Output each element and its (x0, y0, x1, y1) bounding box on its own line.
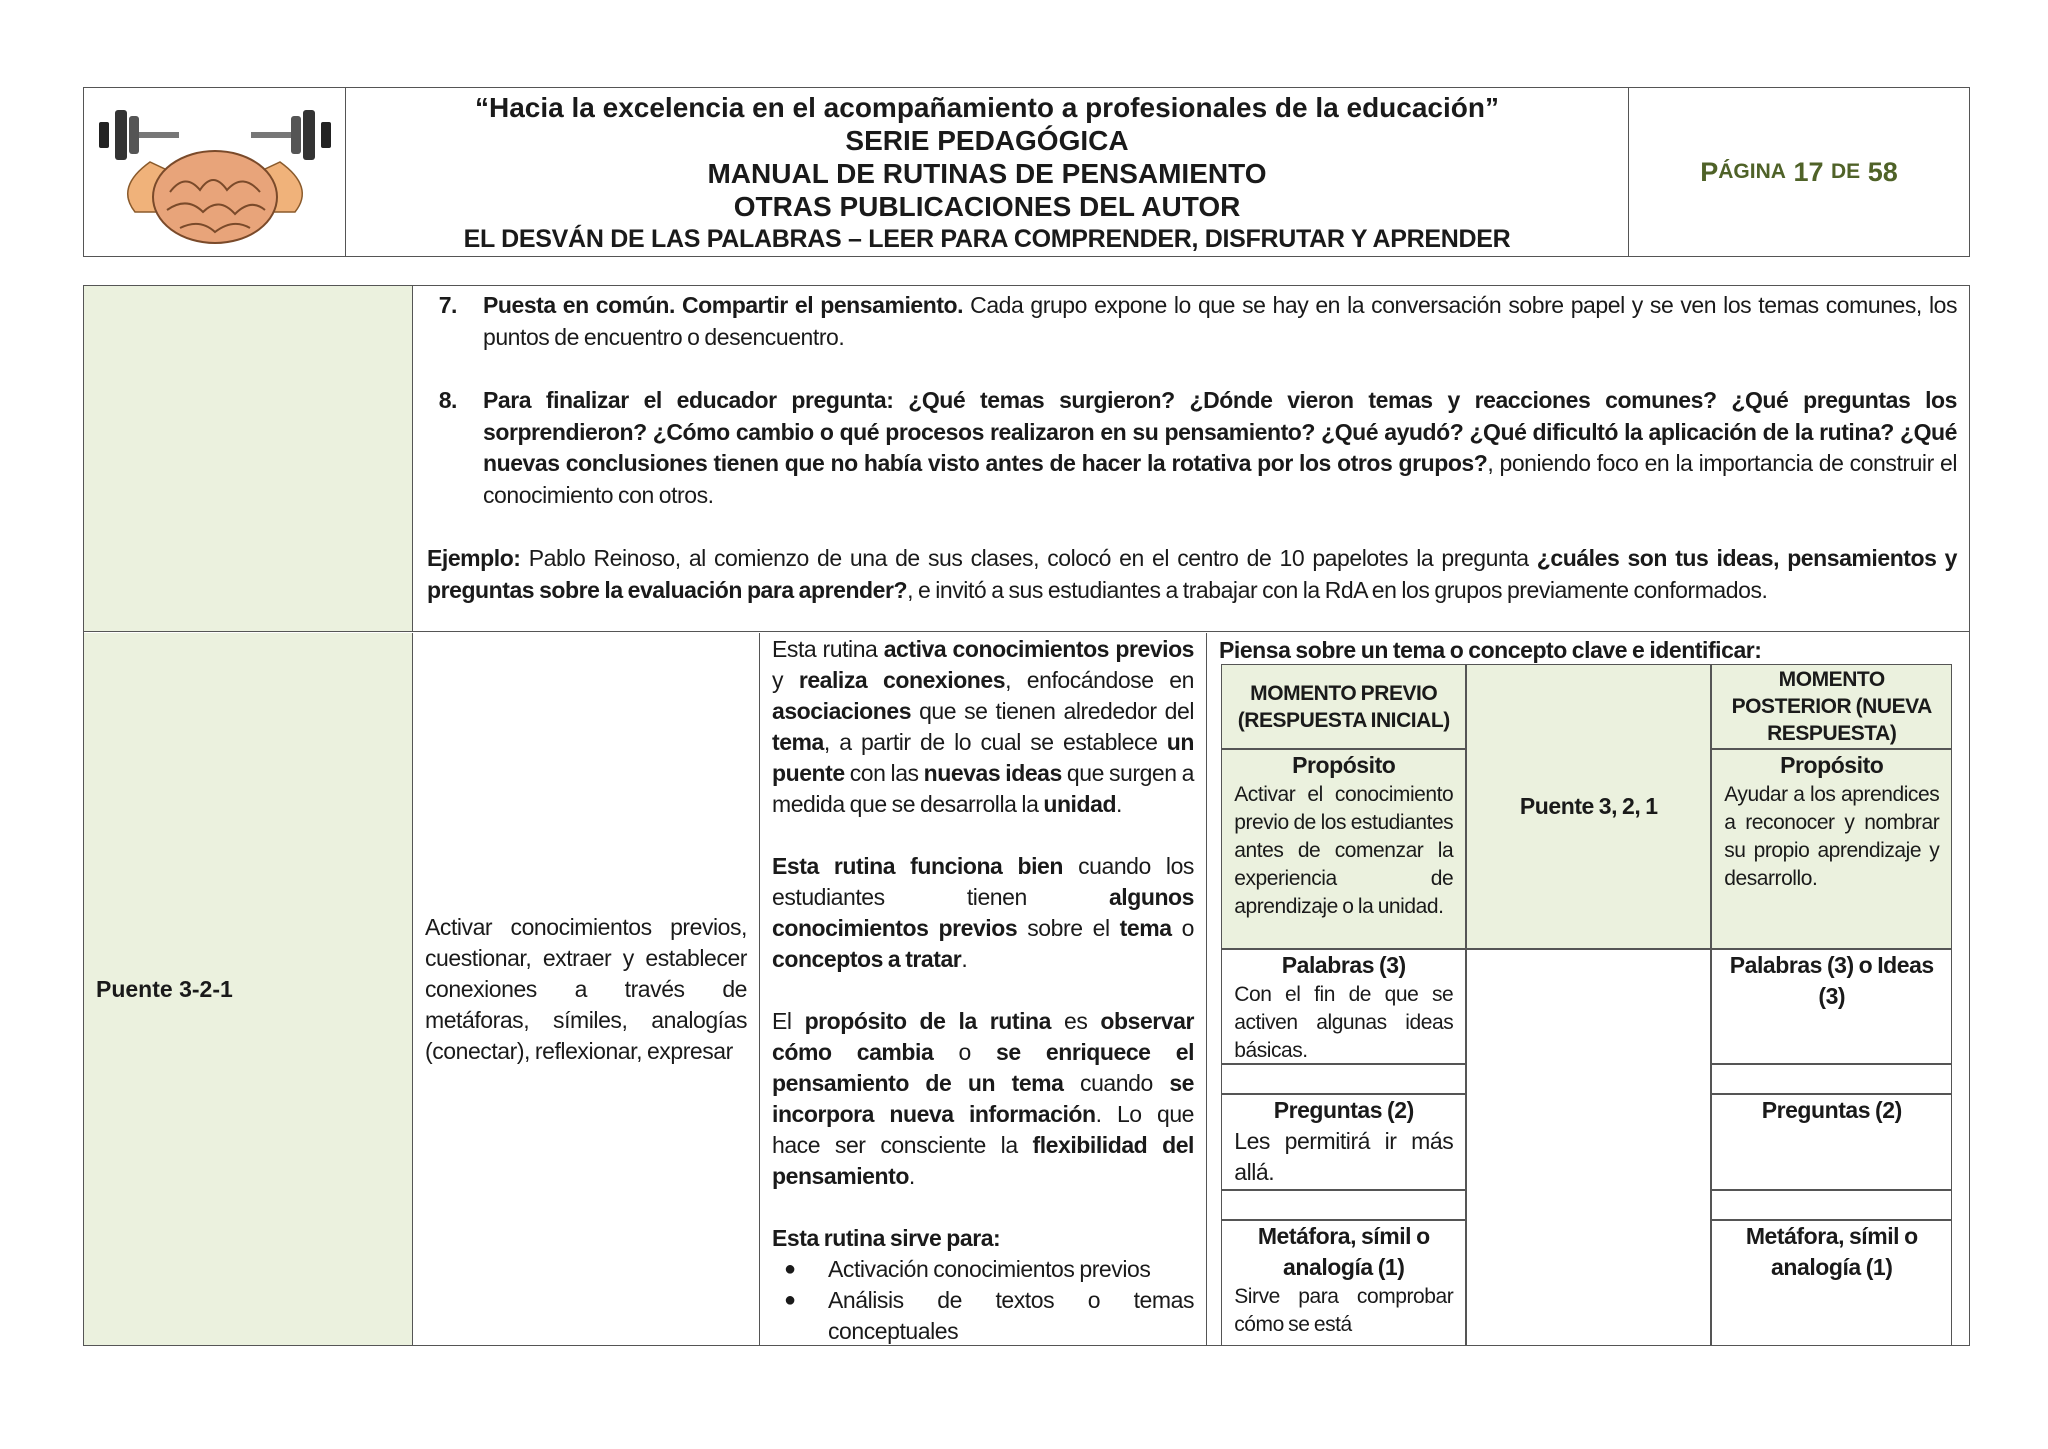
page-label-initial: P (1700, 156, 1719, 187)
spacer-cell (1711, 1190, 1952, 1220)
brain-logo (84, 88, 346, 256)
header-manual-title: MANUAL DE RUTINAS DE PENSAMIENTO (707, 157, 1267, 189)
spacer-cell (1711, 1064, 1952, 1094)
routine-name-cell (84, 286, 413, 631)
table-row (84, 286, 1969, 632)
bridge-label: Puente 3, 2, 1 (1519, 793, 1658, 820)
description-cell (760, 633, 1207, 1345)
table-row (84, 633, 1969, 1345)
bullet-icon: ● (784, 1258, 796, 1280)
routine-name: Puente 3-2-1 (96, 975, 233, 1002)
skills-cell (413, 633, 760, 1345)
example-paragraph: Ejemplo: Pablo Reinoso, al comienzo de una de sus clases, colocó en el centro de 10 papelotes la pregunta ¿cuáles son tus ideas, pensamientos y preguntas sobre la evaluación para aprender?, e invitó a sus estudiantes a trabajar con la RdA en los grupos previamente conformados. (427, 545, 1957, 603)
structure-cell (1207, 633, 1969, 1345)
header-other-pubs: OTRAS PUBLICACIONES DEL AUTOR (733, 190, 1241, 222)
bridge-grid (1221, 664, 1952, 1345)
header-series: SERIE PEDAGÓGICA (845, 124, 1129, 156)
header-titles (346, 88, 1629, 256)
desc-uses-title: Esta rutina sirve para: (772, 1225, 1001, 1251)
posterior-words-cell: Palabras (3) o Ideas (3) (1711, 949, 1952, 1064)
desc-paragraph-1: Esta rutina activa conocimientos previos y realiza conexiones, enfocándose en asociaciones que se tienen alrededor del tema, a partir de lo cual se establece un puente con las nuevas ideas que surgen a medida que se desarrolla la unidad. (772, 636, 1195, 817)
item-text: , poniendo foco en la importancia de construir el conocimiento con otros. (483, 450, 1957, 508)
page-header (83, 87, 1970, 257)
page-current: 17 (1793, 156, 1824, 187)
uses-list (772, 1254, 1194, 1345)
desc-paragraph-2: Esta rutina funciona bien cuando los estudiantes tienen algunos conocimientos previos sobre el tema o conceptos a tratar. (772, 853, 1194, 972)
spacer-cell (1221, 1190, 1466, 1220)
prior-purpose-cell: Propósito Activar el conocimiento previo de los estudiantes antes de comenzar la experiencia de aprendizaje o la unidad. (1221, 749, 1466, 949)
bridge-empty-cell (1466, 949, 1711, 1345)
desc-paragraph-3: El propósito de la rutina es observar cómo cambia o se enriquece el pensamiento de un tema cuando se incorpora nueva información. Lo que hace ser consciente la flexibilidad del pensamiento. (772, 1008, 1195, 1189)
steps-cell (413, 286, 1969, 631)
item-heading: Para finalizar el educador pregunta: ¿Qué temas surgieron? ¿Dónde vieron temas y reacciones comunes? ¿Qué preguntas los sorprendieron? ¿Cómo cambio o qué procesos realizaron en su pensamiento? ¿Qué ayudó? ¿Qué dificultó la aplicación de la rutina? ¿Qué nuevas conclusiones tienen que no había visto antes de hacer la rotativa por los otros grupos? (483, 387, 1957, 476)
list-item (427, 385, 1957, 511)
item-number: 8. (438, 387, 457, 413)
posterior-purpose-cell: Propósito Ayudar a los aprendices a reconocer y nombrar su propio aprendizaje y desarrollo. (1711, 749, 1952, 949)
bridge-center-cell (1466, 664, 1711, 949)
page-label-rest: ÁGINA (1718, 160, 1786, 183)
item-heading: Puesta en común. Compartir el pensamiento. (483, 292, 964, 318)
list-item: ● Activación conocimientos previos (784, 1254, 1194, 1285)
posterior-metaphor-cell: Metáfora, símil o analogía (1) (1711, 1220, 1952, 1345)
prior-metaphor-cell: Metáfora, símil o analogía (1) Sirve para comprobar cómo se está (1221, 1220, 1466, 1345)
posterior-moment-header: MOMENTO POSTERIOR (NUEVA RESPUESTA) (1711, 664, 1952, 749)
routines-table (83, 285, 1970, 1346)
header-book-title: EL DESVÁN DE LAS PALABRAS – LEER PARA COMPRENDER, DISFRUTAR Y APRENDER (463, 224, 1511, 253)
routine-name-cell (84, 633, 413, 1345)
list-item: ● Análisis de textos o temas conceptuales (784, 1285, 1194, 1345)
page-number (1629, 88, 1969, 256)
page-total: 58 (1867, 156, 1898, 187)
spacer-cell (1221, 1064, 1466, 1094)
structure-title: Piensa sobre un tema o concepto clave e identificar: (1219, 637, 1762, 663)
example-label: Ejemplo: (427, 545, 521, 571)
example-question: ¿cuáles son tus ideas, pensamientos y preguntas sobre la evaluación para aprender? (427, 545, 1957, 603)
prior-questions-cell: Preguntas (2) Les permitirá ir más allá. (1221, 1094, 1466, 1190)
posterior-questions-cell: Preguntas (2) (1711, 1094, 1952, 1190)
brain-dumbbell-icon (95, 92, 335, 252)
page-of-label: DE (1831, 160, 1861, 183)
prior-words-cell: Palabras (3) Con el fin de que se activen algunas ideas básicas. (1221, 949, 1466, 1064)
bullet-icon: ● (784, 1289, 796, 1311)
item-text: Cada grupo expone lo que se hay en la conversación sobre papel y se ven los temas comunes, los puntos de encuentro o desencuentro. (483, 292, 1957, 350)
list-item (427, 290, 1957, 353)
routine-skills: Activar conocimientos previos, cuestionar, extraer y establecer conexiones a través de metáforas, símiles, analogías (conectar), reflexionar, expresar (425, 913, 747, 1064)
prior-moment-header: MOMENTO PREVIO (RESPUESTA INICIAL) (1221, 664, 1466, 749)
item-number: 7. (438, 292, 457, 318)
header-motto: “Hacia la excelencia en el acompañamiento a profesionales de la educación” (475, 91, 1499, 123)
